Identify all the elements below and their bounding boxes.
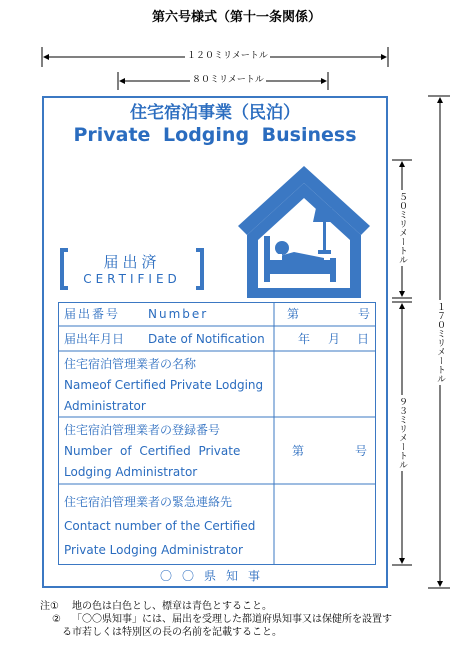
row5-label-en-1: Contact number of the Certified	[64, 519, 256, 533]
row4-value-right: 号	[355, 444, 368, 458]
sign-title-en: Private Lodging Business	[73, 124, 357, 146]
dim-label-icon-height: ５０ミリメートル	[397, 192, 407, 264]
note2-text-1: 「〇〇県知事」には、届出を受理した都道府県知事又は保健所を設置す	[72, 614, 392, 625]
note2-mark: ②	[52, 614, 61, 625]
row5-label-jp: 住宅宿泊管理業者の緊急連絡先	[64, 495, 233, 509]
row2-label-en: Date of Notification	[148, 332, 265, 346]
row2-day: 日	[357, 332, 370, 346]
row5-label-en-2: Private Lodging Administrator	[64, 543, 243, 557]
row3-label-jp: 住宅宿泊管理業者の名称	[64, 357, 197, 371]
row1-value-right: 号	[358, 307, 371, 321]
note1-mark: 注①	[40, 601, 59, 612]
badge-label-jp: 届出済	[103, 253, 161, 271]
dim-label-width-total: １２０ミリメートル	[187, 51, 268, 61]
house-bed-icon	[232, 160, 376, 300]
row4-label-en-1: Number of Certified Private	[64, 444, 241, 458]
row2-year: 年	[298, 332, 311, 346]
row3-label-en-1: Nameof Certified Private Lodging	[64, 378, 264, 392]
row4-label-en-2: Lodging Administrator	[64, 465, 198, 479]
row1-value-left: 第	[287, 307, 300, 321]
row1-label-en: Number	[148, 307, 209, 321]
row4-value-left: 第	[292, 444, 305, 458]
row1-label-jp: 届出番号	[64, 307, 121, 321]
note2-text-2: る市若しくは特別区の長の名前を記載すること。	[62, 627, 282, 638]
note1-text: 地の色は白色とし、標章は青色とすること。	[72, 601, 272, 612]
sign-footer: 〇〇県知事	[159, 569, 270, 583]
row2-label-jp: 届出年月日	[64, 332, 125, 346]
row4-label-jp: 住宅宿泊管理業者の登録番号	[64, 423, 221, 437]
page-title: 第六号様式（第十一条関係）	[151, 10, 321, 25]
dim-label-width-inner: ８０ミリメートル	[192, 75, 264, 85]
row2-month: 月	[328, 332, 341, 346]
sign-title-jp: 住宅宿泊事業（民泊）	[130, 103, 300, 123]
dim-label-table-height: ９３ミリメートル	[397, 397, 407, 469]
row3-label-en-2: Administrator	[64, 399, 146, 413]
badge-label-en: CERTIFIED	[83, 272, 181, 286]
dim-label-total-height: １７０ミリメートル	[435, 302, 445, 383]
